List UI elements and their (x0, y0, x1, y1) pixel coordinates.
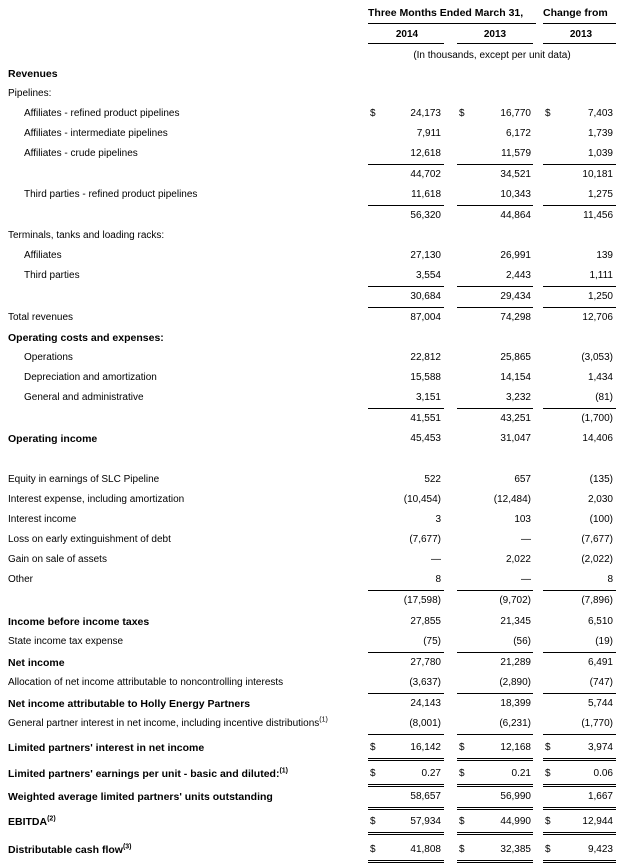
value-2014: (75) (423, 636, 441, 647)
value-2014: 16,142 (410, 742, 441, 753)
dollar-sign: $ (545, 742, 551, 753)
double-rule (457, 860, 533, 863)
subtotal-rule (543, 693, 616, 694)
value-2014: 8 (435, 574, 441, 585)
subtotal-rule (457, 734, 533, 735)
value-change: 1,434 (587, 372, 613, 383)
double-rule (457, 807, 533, 810)
row-label: Total revenues (8, 312, 74, 323)
value-change: 5,744 (587, 698, 613, 709)
row-label: Affiliates - intermediate pipelines (24, 128, 168, 139)
dollar-sign: $ (459, 108, 465, 119)
value-2013: — (521, 574, 531, 585)
dollar-sign: $ (370, 844, 376, 855)
row-label: Net income (8, 657, 65, 669)
value-2013: 18,399 (500, 698, 531, 709)
row-label: Operations (24, 352, 73, 363)
subtotal-rule (457, 205, 533, 206)
row-label: Distributable cash flow$^{(3)}$ (8, 843, 132, 856)
table-row (0, 108, 624, 124)
table-row (0, 230, 624, 246)
dollar-sign: $ (370, 742, 376, 753)
table-row (0, 189, 624, 205)
value-2013: 0.21 (511, 768, 531, 779)
subtotal-rule (457, 408, 533, 409)
table-row (0, 88, 624, 104)
table-row (0, 657, 624, 673)
footnote-marker: (1) (319, 716, 328, 724)
value-2013: 43,251 (500, 413, 531, 424)
table-row (0, 413, 624, 429)
value-change: (1,770) (581, 718, 613, 729)
dollar-sign: $ (459, 816, 465, 827)
row-label: Net income attributable to Holly Energy Partners (8, 698, 251, 710)
value-2014: (7,677) (409, 534, 441, 545)
value-2014: 0.27 (421, 768, 441, 779)
value-change: 3,974 (587, 742, 613, 753)
year-rule (457, 43, 533, 44)
value-2014: 24,173 (410, 108, 441, 119)
dollar-sign: $ (459, 742, 465, 753)
value-2013: 12,168 (500, 742, 531, 753)
row-label: General partner interest in net income, including incentive distributions$^{(1)}$ (8, 716, 328, 729)
value-change: 6,491 (587, 657, 613, 668)
row-label: Limited partners' earnings per unit - basic and diluted:$^{(1)}$ (8, 767, 289, 780)
row-label: Affiliates - crude pipelines (24, 148, 138, 159)
value-2013: 31,047 (500, 433, 531, 444)
table-row (0, 554, 624, 570)
subtotal-rule (368, 307, 444, 308)
row-label: Gain on sale of assets (8, 554, 107, 565)
value-change: (2,022) (581, 554, 613, 565)
double-rule (457, 784, 533, 787)
value-change: 9,423 (587, 844, 613, 855)
row-label: Allocation of net income attributable to noncontrolling interests (8, 677, 284, 688)
value-change: 6,510 (587, 616, 613, 627)
value-change: (1,700) (581, 413, 613, 424)
value-2014: 27,130 (410, 250, 441, 261)
row-label: General and administrative (24, 392, 144, 403)
double-rule (543, 832, 616, 835)
table-row (0, 250, 624, 266)
table-row (0, 474, 624, 490)
subtotal-rule (457, 307, 533, 308)
dollar-sign: $ (545, 108, 551, 119)
value-2013: 29,434 (500, 291, 531, 302)
dollar-sign: $ (370, 768, 376, 779)
row-label: Revenues (8, 68, 58, 80)
value-2014: (10,454) (403, 494, 441, 505)
value-change: 7,403 (587, 108, 613, 119)
subtotal-rule (543, 286, 616, 287)
value-2014: 12,618 (410, 148, 441, 159)
value-2013: (9,702) (499, 595, 531, 606)
double-rule (543, 758, 616, 761)
row-label: Other (8, 574, 34, 585)
dollar-sign: $ (545, 768, 551, 779)
table-row (0, 574, 624, 590)
year-2013-header: 2013 (483, 29, 507, 40)
value-2013: 10,343 (500, 189, 531, 200)
dollar-sign: $ (370, 108, 376, 119)
row-label: State income tax expense (8, 636, 124, 647)
value-2013: 6,172 (505, 128, 531, 139)
table-row (0, 352, 624, 368)
value-2014: 11,618 (411, 189, 441, 200)
table-row (0, 270, 624, 286)
table-row (0, 816, 624, 832)
value-change: 1,250 (587, 291, 613, 302)
value-2013: 16,770 (500, 108, 531, 119)
double-rule (457, 832, 533, 835)
value-2013: 44,864 (500, 210, 531, 221)
table-row (0, 494, 624, 510)
row-label: Loss on early extinguishment of debt (8, 534, 171, 545)
value-2014: 24,143 (410, 698, 441, 709)
change-year-header: 2013 (569, 29, 593, 40)
value-change: 8 (607, 574, 613, 585)
double-rule (368, 784, 444, 787)
table-row (0, 148, 624, 164)
double-rule (457, 758, 533, 761)
value-change: 1,111 (589, 270, 613, 281)
value-2013: 2,443 (505, 270, 531, 281)
value-2014: 57,934 (410, 816, 441, 827)
double-rule (543, 784, 616, 787)
row-label: Weighted average limited partners' units outstanding (8, 791, 273, 803)
row-label: Depreciation and amortization (24, 372, 157, 383)
table-row (0, 514, 624, 530)
double-rule (368, 807, 444, 810)
value-2014: 58,657 (410, 791, 441, 802)
row-label: Interest expense, including amortization (8, 494, 185, 505)
subtotal-rule (368, 164, 444, 165)
value-2013: (6,231) (499, 718, 531, 729)
table-row (0, 718, 624, 734)
table-row (0, 433, 624, 449)
table-row (0, 677, 624, 693)
dollar-sign: $ (459, 768, 465, 779)
subtotal-rule (368, 205, 444, 206)
table-row (0, 312, 624, 328)
table-row (0, 68, 624, 84)
value-2014: 41,808 (410, 844, 441, 855)
subtotal-rule (368, 734, 444, 735)
table-row (0, 210, 624, 226)
double-rule (543, 807, 616, 810)
dollar-sign: $ (545, 844, 551, 855)
value-2013: (2,890) (499, 677, 531, 688)
footnote-marker: (3) (122, 843, 132, 851)
subtotal-rule (543, 408, 616, 409)
row-label: Operating costs and expenses: (8, 332, 164, 344)
value-2013: 3,232 (505, 392, 531, 403)
value-change: (135) (589, 474, 613, 485)
table-row (0, 291, 624, 307)
table-row (0, 372, 624, 388)
value-change: 14,406 (582, 433, 613, 444)
value-2014: (3,637) (409, 677, 441, 688)
table-row (0, 169, 624, 185)
value-2013: 34,521 (500, 169, 531, 180)
value-2013: 56,990 (500, 791, 531, 802)
row-label: Pipelines: (8, 88, 52, 99)
value-2013: 14,154 (500, 372, 531, 383)
row-label: Interest income (8, 514, 77, 525)
subtotal-rule (543, 205, 616, 206)
subtotal-rule (368, 590, 444, 591)
value-2014: 22,812 (410, 352, 441, 363)
subtotal-rule (543, 652, 616, 653)
value-2013: 26,991 (500, 250, 531, 261)
value-change: (100) (589, 514, 613, 525)
value-2014: 3,151 (415, 392, 441, 403)
value-change: 139 (596, 250, 613, 261)
subtotal-rule (457, 652, 533, 653)
value-change: (3,053) (581, 352, 613, 363)
value-2014: 522 (424, 474, 441, 485)
table-row (0, 616, 624, 632)
period-header: Three Months Ended March 31, (368, 7, 524, 19)
table-row (0, 534, 624, 550)
value-2013: 44,990 (500, 816, 531, 827)
value-change: 11,456 (583, 210, 613, 221)
value-2014: 3 (435, 514, 441, 525)
subtotal-rule (368, 693, 444, 694)
value-2013: 2,022 (505, 554, 531, 565)
subtotal-rule (368, 286, 444, 287)
table-row (0, 844, 624, 860)
subtotal-rule (368, 652, 444, 653)
value-2013: 25,865 (500, 352, 531, 363)
value-change: (7,896) (581, 595, 613, 606)
value-change: 10,181 (582, 169, 613, 180)
double-rule (368, 860, 444, 863)
table-row (0, 636, 624, 652)
value-2014: (8,001) (409, 718, 441, 729)
subtotal-rule (457, 286, 533, 287)
value-change: (7,677) (581, 534, 613, 545)
double-rule (368, 832, 444, 835)
value-change: 0.06 (593, 768, 613, 779)
value-change: 12,706 (582, 312, 613, 323)
value-2013: 103 (514, 514, 531, 525)
dollar-sign: $ (370, 816, 376, 827)
table-row (0, 595, 624, 611)
year-rule (543, 43, 616, 44)
value-2014: 3,554 (415, 270, 441, 281)
header-rule (368, 23, 536, 24)
year-rule (368, 43, 444, 44)
value-2014: 87,004 (410, 312, 441, 323)
subtotal-rule (543, 590, 616, 591)
value-2013: — (521, 534, 531, 545)
row-label: Third parties - refined product pipelines (24, 189, 198, 200)
row-label: Limited partners' interest in net income (8, 742, 205, 754)
table-row (0, 392, 624, 408)
value-2014: 7,911 (416, 128, 441, 139)
row-label: Terminals, tanks and loading racks: (8, 230, 165, 241)
value-2014: 56,320 (410, 210, 441, 221)
table-row (0, 768, 624, 784)
table-row (0, 742, 624, 758)
value-2014: 41,551 (410, 413, 441, 424)
value-2014: — (431, 554, 441, 565)
value-2014: 27,855 (410, 616, 441, 627)
table-row (0, 698, 624, 714)
subtotal-rule (457, 693, 533, 694)
row-label: Equity in earnings of SLC Pipeline (8, 474, 160, 485)
subtotal-rule (368, 408, 444, 409)
subtotal-rule (543, 734, 616, 735)
table-row (0, 791, 624, 807)
dollar-sign: $ (545, 816, 551, 827)
value-2013: 21,289 (500, 657, 531, 668)
value-2013: (56) (513, 636, 531, 647)
dollar-sign: $ (459, 844, 465, 855)
value-2014: 27,780 (410, 657, 441, 668)
value-change: 12,944 (582, 816, 613, 827)
value-2014: 15,588 (410, 372, 441, 383)
value-change: 1,739 (587, 128, 613, 139)
table-row (0, 332, 624, 348)
value-2013: 21,345 (500, 616, 531, 627)
value-change: (747) (589, 677, 613, 688)
header-rule (543, 23, 616, 24)
table-row (0, 128, 624, 144)
value-change: 1,667 (587, 791, 613, 802)
value-2013: 11,579 (501, 148, 531, 159)
value-change: 1,275 (587, 189, 613, 200)
value-change: 2,030 (587, 494, 613, 505)
value-2013: 74,298 (500, 312, 531, 323)
units-note: (In thousands, except per unit data) (413, 50, 571, 61)
value-2013: (12,484) (493, 494, 531, 505)
subtotal-rule (543, 164, 616, 165)
change-header: Change from (543, 7, 608, 19)
value-change: 1,039 (587, 148, 613, 159)
value-2014: (17,598) (403, 595, 441, 606)
subtotal-rule (543, 307, 616, 308)
value-change: (81) (595, 392, 613, 403)
double-rule (368, 758, 444, 761)
row-label: Third parties (24, 270, 80, 281)
double-rule (543, 860, 616, 863)
year-2014-header: 2014 (395, 29, 419, 40)
row-label: Affiliates - refined product pipelines (24, 108, 180, 119)
value-2013: 657 (514, 474, 531, 485)
value-change: (19) (595, 636, 613, 647)
value-2013: 32,385 (500, 844, 531, 855)
footnote-marker: (2) (47, 815, 56, 823)
row-label: Income before income taxes (8, 616, 150, 628)
footnote-marker: (1) (279, 767, 289, 775)
value-2014: 44,702 (410, 169, 441, 180)
row-label: Affiliates (24, 250, 62, 261)
value-2014: 30,684 (410, 291, 441, 302)
row-label: EBITDA$^{(2)}$ (8, 815, 56, 828)
subtotal-rule (457, 164, 533, 165)
subtotal-rule (457, 590, 533, 591)
row-label: Operating income (8, 433, 98, 445)
value-2014: 45,453 (410, 433, 441, 444)
